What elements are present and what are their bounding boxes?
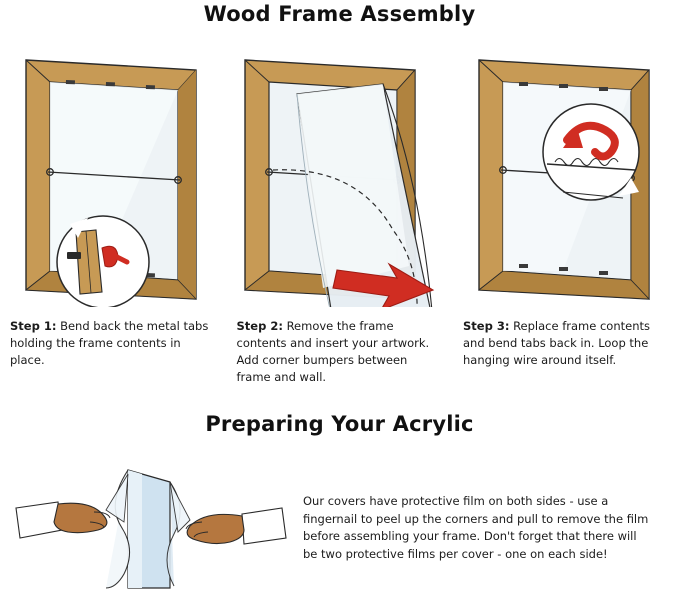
- step-2-label: Step 2:: [236, 319, 283, 333]
- step-1-caption: [10, 318, 212, 369]
- step-3-text: Replace frame contents and bend tabs back in. Loop the hanging wire around itself.: [463, 319, 650, 367]
- acrylic-instructions: Our covers have protective film on both sides - use a fingernail to peel up the corners and pull to remove the film before assembling your frame. Don't forget that there will be two protective films per cover - one on each side!: [303, 494, 649, 561]
- step-1: [10, 52, 216, 372]
- step-2: [236, 52, 443, 384]
- page-title-assembly: Wood Frame Assembly: [203, 2, 476, 26]
- step-3-caption: [463, 318, 665, 369]
- acrylic-section: [0, 452, 679, 597]
- step-2-text: Remove the frame contents and insert your artwork. Add corner bumpers between frame and wall.: [236, 319, 430, 384]
- frame-step-2-illustration: [237, 52, 443, 307]
- frame-step-3-illustration: [463, 52, 669, 307]
- page-title-acrylic: Preparing Your Acrylic: [205, 412, 474, 436]
- step-3-label: Step 3:: [463, 319, 510, 333]
- step-1-text: Bend back the metal tabs holding the frame contents in place.: [10, 319, 209, 367]
- steps-row: [0, 52, 679, 384]
- acrylic-peel-illustration: [10, 452, 290, 592]
- frame-step-1-illustration: [10, 52, 216, 307]
- step-3: [463, 52, 669, 372]
- step-1-label: Step 1:: [10, 319, 57, 333]
- step-2-caption: [237, 318, 439, 386]
